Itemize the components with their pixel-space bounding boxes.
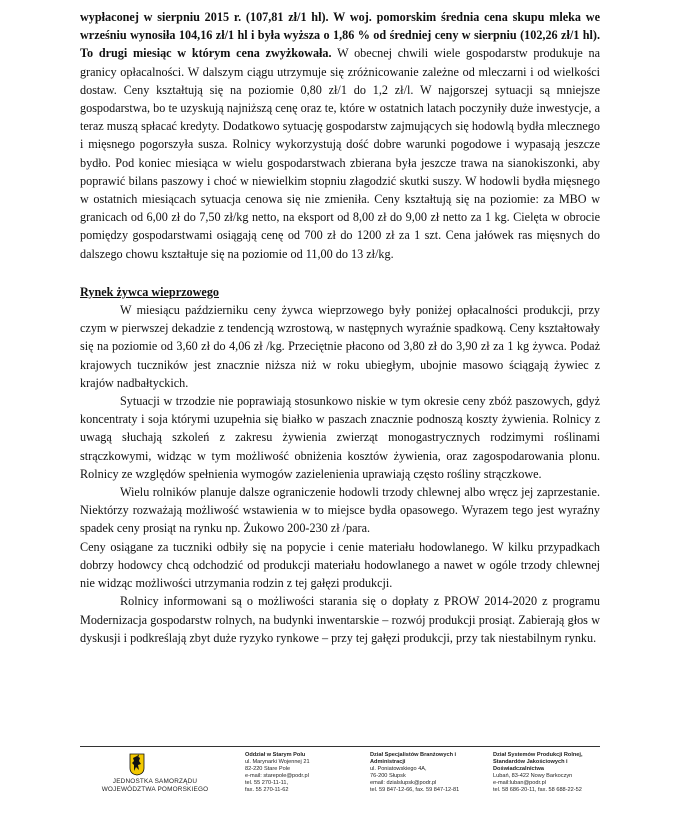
pork-paragraph-2: Sytuacji w trzodzie nie poprawiają stosunkowo niskie w tym okresie ceny zbóż paszowych, gdyż koncentraty i soja którymi uzupełnia się białko w paszach znacznie podnoszą koszty żywienia. Rolnicy z uwagą słuchają szkoleń z zakresu żywienia zwierząt monogastrycznych rodzimymi roślinami strączkowymi, widząc w tym możliwość obniżenia kosztów żywienia, oraz zagospodarowania plonu. Rolnicy ze względów spełnienia wymogów zazielenienia uprawiają często rośliny strączkowe. xyxy=(80,394,600,481)
milk-market-paragraph xyxy=(80,8,600,263)
milk-price-bold-text: wypłaconej w sierpniu 2015 r. (107,81 zł/1 hl). W woj. pomorskim średnia cena skupu mleka we wrześniu wynosiła 104,16 zł/1 hl i była wyższa o 1,86 % od średniej ceny w sierpniu (102,26 zł/1 hl). To drugi miesiąc w którym cena zwyżkowała. xyxy=(80,10,600,61)
office-phone: tel. 55 270-11-11, xyxy=(245,780,289,786)
logo-line-1: JEDNOSTKA SAMORZĄDU xyxy=(112,778,198,785)
section-heading-pork: Rynek żywca wieprzowego xyxy=(80,284,220,299)
pork-paragraph-1: W miesiącu październiku ceny żywca wieprzowego były poniżej opłacalności produkcji, przy czym w pierwszej dekadzie z tendencją wzrostową, w następnych wyraźnie spadkową. Ceny kształtowały się na poziomie od 3,60 zł do 4,06 zł /kg. Przeciętnie płacono od 3,80 zł do 3,90 zł za 1 kg żywca. Podaż krajowych tuczników jest znacznie niższa niż w roku ubiegłym, ubojnie masowo ściągają żywiec z krajów nadbałtyckich. xyxy=(80,303,600,390)
pork-paragraph-5: Rolnicy informowani są o możliwości starania się o dopłaty z PROW 2014-2020 z programu Modernizacja gospodarstw rolnych, na budynki inwentarskie – rozwój produkcji prosiąt. Zabierają głos w dyskusji i podkreślają zbyt duże ryzyko rynkowe – przy tej gałęzi produkcji, przy tak niestabilnym rynku. xyxy=(80,594,600,645)
office-fax: fax. 55 270-11-62 xyxy=(245,787,289,793)
office-line: ul. Poniatowskiego 4A, xyxy=(370,766,427,772)
office-stare-pole xyxy=(245,752,357,794)
office-email: email: dzialslupsk@podr.pl xyxy=(370,780,437,786)
office-email: e-mail:luban@podr.pl xyxy=(493,780,546,786)
pork-paragraph-3: Wielu rolników planuje dalsze ograniczenie hodowli trzody chlewnej albo wręcz jej zaprzestanie. Niektórzy rozważają możliwość wstawienia w to miejsce bydła opasowego. Wyrazem tego jest wyraźny spadek ceny prosiąt na rynku np. Żukowo 200-230 zł /para. xyxy=(80,485,600,536)
pork-paragraph-4: Ceny osiągane za tuczniki odbiły się na popycie i cenie materiału hodowlanego. W kilku przypadkach dobrzy hodowcy chcą odchodzić od produkcji materiału hodowlanego a nawet w ogóle trzody chlewnej nie widząc możliwości utrzymania rodzin z tej gałęzi produkcji. xyxy=(80,539,600,591)
logo-line-2: WOJEWÓDZTWA POMORSKIEGO xyxy=(101,786,209,793)
office-luban xyxy=(493,752,605,794)
office-phone: tel. 59 847-12-66, fax. 59 847-12-81 xyxy=(370,787,460,793)
organization-logo xyxy=(80,752,220,812)
office-title: Dział Systemów Produkcji Rolnej, Standardów Jakościowych i Doświadczalnictwa xyxy=(493,752,583,772)
office-line: ul. Marynarki Wojennej 21 xyxy=(245,759,310,765)
office-line: Lubań, 83-422 Nowy Barkoczyn xyxy=(493,773,573,779)
footer-divider xyxy=(80,746,600,747)
office-title: Oddział w Starym Polu xyxy=(245,752,306,758)
office-title: Dział Specjalistów Branżowych i Administracji xyxy=(370,752,457,765)
logo-caption xyxy=(80,778,230,794)
office-line: 76-200 Słupsk xyxy=(370,773,406,779)
office-line: 82-220 Stare Pole xyxy=(245,766,291,772)
office-slupsk xyxy=(370,752,482,794)
office-email: e-mail: starepole@podr.pl xyxy=(245,773,309,779)
milk-market-text: W obecnej chwili wiele gospodarstw produkuje na granicy opłacalności. W dalszym ciągu utrzymuje się zróżnicowanie zależne od mleczarni i od wielkości dostaw. Ceny kształtują się na poziomie 0,80 zł/1 do 1,2 zł/l. W najgorszej sytuacji są mniejsze gospodarstwa, bo te uzyskują najniższą cenę oraz te, które w ostatnich latach poczyniły duże inwestycje, a teraz muszą spłacać kredyty. Dodatkowo sytuację gospodarstw zajmujących się hodowlą bydła mlecznego i mięsnego pogorszyła susza. Rolnicy wykorzystują dość dobre warunki pogodowe i wypasają jeszcze bydło. Pod koniec miesiąca w wielu gospodarstwach zbierana była jeszcze trawa na sianokiszonki, aby poprawić bilans paszowy i choć w niewielkim stopniu złagodzić skutki suszy. W hodowli bydła mięsnego w ostatnich miesiącach sytuacja cenowa się nie zmieniła. Ceny kształtują się na poziomie: za MBO w granicach od 6,00 zł do 7,50 zł/kg netto, na eksport od 8,00 zł do 9,00 zł netto za 1 kg. Cielęta w obrocie pomiędzy gospodarstwami osiągają cenę od 700 zł do 1200 zł za 1 szt. Cena jałówek ras mięsnych do dalszego chowu kształtuje się na poziomie od 11,00 do 13 zł/kg. xyxy=(80,46,601,261)
footer xyxy=(80,752,600,818)
document-body xyxy=(80,8,600,647)
griffin-emblem-icon xyxy=(124,752,168,776)
office-phone: tel. 58 686-20-11, fax. 58 688-22-52 xyxy=(493,787,582,793)
